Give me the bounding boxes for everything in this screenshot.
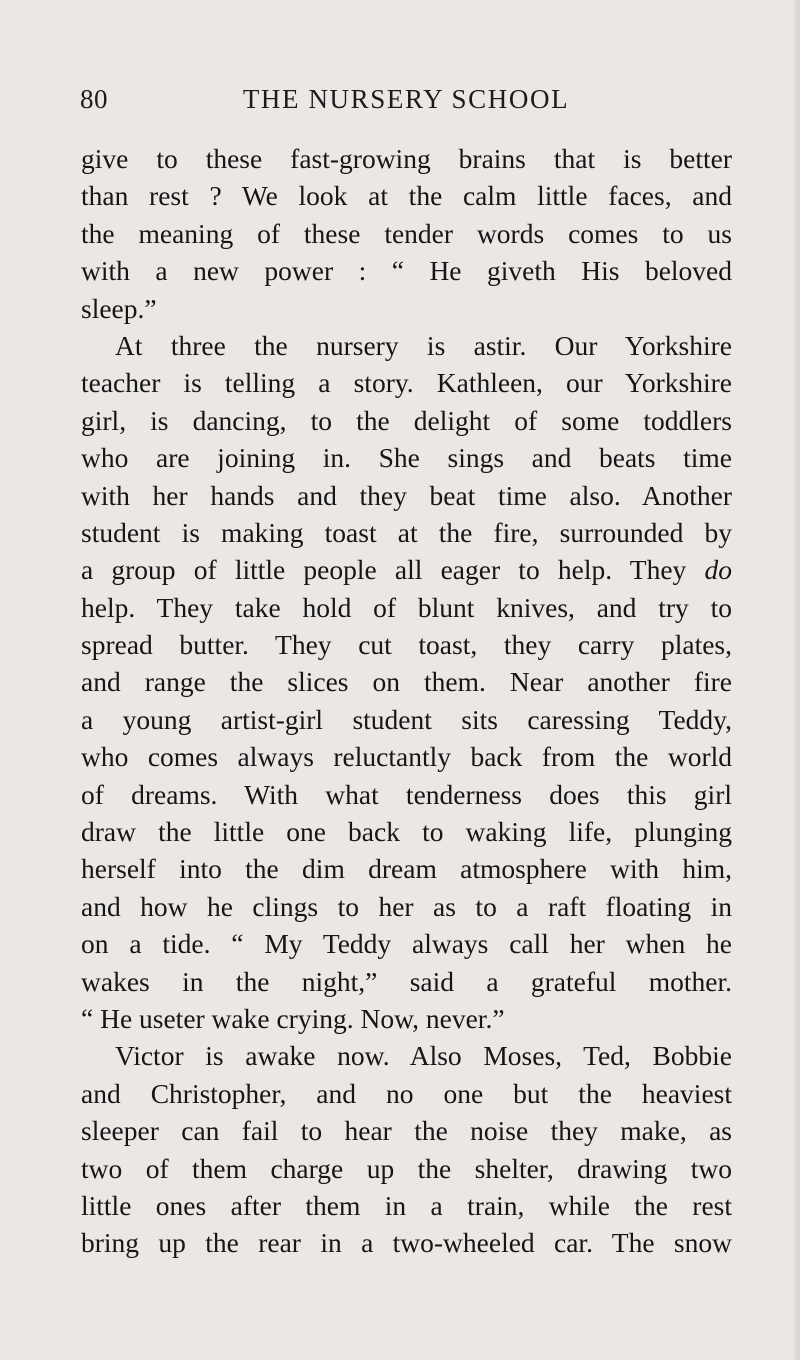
text-line: bring up the rear in a two-wheeled car. The snow <box>81 1227 732 1259</box>
text-line: student is making toast at the fire, surrounded by <box>81 516 732 548</box>
text-line: “ He useter wake crying. Now, never.” <box>81 1002 505 1034</box>
italic-emphasis: do <box>704 554 732 586</box>
text-line: two of them charge up the shelter, drawing two <box>81 1152 732 1184</box>
running-header <box>80 84 720 124</box>
text-fragment: a group of little people all eager to help. They <box>81 554 687 586</box>
running-title: THE NURSERY SCHOOL <box>242 84 570 114</box>
text-line: wakes in the night,” said a grateful mother. <box>81 965 732 997</box>
text-line: a young artist-girl student sits caressing Teddy, <box>81 703 732 735</box>
paragraph-start-line: Victor is awake now. Also Moses, Ted, Bobbie <box>115 1040 732 1072</box>
text-line: who comes always reluctantly back from the world <box>81 741 732 773</box>
text-line: sleeper can fail to hear the noise they make, as <box>81 1115 732 1147</box>
text-line: who are joining in. She sings and beats time <box>81 442 732 474</box>
text-line-with-italic <box>81 551 732 588</box>
text-line: give to these fast-growing brains that is better <box>81 143 732 174</box>
text-line: herself into the dim dream atmosphere with him, <box>81 853 732 885</box>
text-line: with her hands and they beat time also. Another <box>81 479 732 511</box>
text-line: on a tide. “ My Teddy always call her when he <box>81 928 732 960</box>
text-line: of dreams. With what tenderness does this girl <box>81 778 732 810</box>
text-line: with a new power : “ He giveth His beloved <box>81 255 732 287</box>
text-line: little ones after them in a train, while the rest <box>81 1189 732 1221</box>
text-line: girl, is dancing, to the delight of some toddlers <box>81 404 732 436</box>
body-text <box>81 140 732 1262</box>
text-line: than rest ? We look at the calm little faces, and <box>81 180 732 212</box>
text-line: help. They take hold of blunt knives, and try to <box>81 591 732 623</box>
text-line: and Christopher, and no one but the heaviest <box>81 1077 732 1109</box>
text-line: and how he clings to her as to a raft floating in <box>81 890 732 922</box>
text-line: sleep.” <box>81 292 157 324</box>
text-line: spread butter. They cut toast, they carry plates, <box>81 629 732 661</box>
page-number: 80 <box>80 84 108 114</box>
text-line: the meaning of these tender words comes to us <box>81 217 732 249</box>
text-line: and range the slices on them. Near another fire <box>81 666 732 698</box>
text-line: teacher is telling a story. Kathleen, our Yorkshire <box>81 367 732 399</box>
text-line: draw the little one back to waking life, plunging <box>81 816 732 848</box>
paragraph-start-line: At three the nursery is astir. Our Yorkshire <box>115 329 732 361</box>
page-edge-shadow <box>794 0 800 1360</box>
